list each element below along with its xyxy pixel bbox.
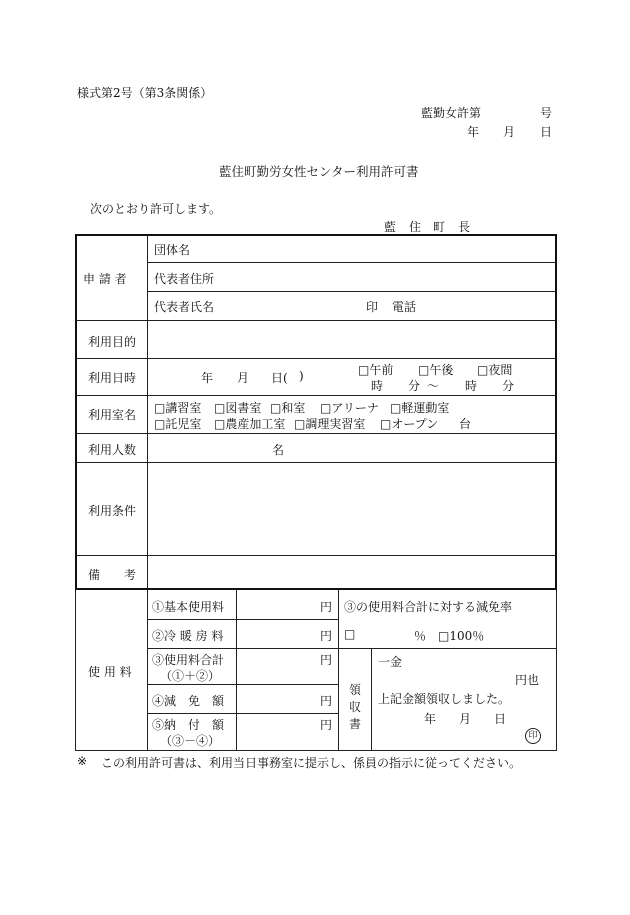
permit-date-day: 日 xyxy=(540,125,553,139)
people-unit: 名 xyxy=(272,443,285,457)
divider xyxy=(76,462,556,463)
reduction-option-custom: □ xyxy=(344,627,356,641)
reduction-option-full: □100％ xyxy=(438,629,485,643)
divider xyxy=(76,358,556,359)
room-option: □軽運動室 xyxy=(390,401,450,415)
fee-aircon-label: ②冷 暖 房 料 xyxy=(152,629,224,643)
receipt-date-month: 月 xyxy=(459,712,472,726)
rooms-label: 利用室名 xyxy=(88,408,137,422)
issuer-char-2: 住 xyxy=(409,220,422,234)
fees-right-border xyxy=(556,590,557,750)
applicant-label: 申 請 者 xyxy=(83,272,127,286)
intro-text: 次のとおり許可します。 xyxy=(90,202,222,216)
issuer-char-1: 藍 xyxy=(384,220,397,234)
fee-payable-label: ⑤納 付 額 xyxy=(152,718,225,732)
divider xyxy=(148,713,338,714)
fees-label: 使 用 料 xyxy=(88,665,132,679)
divider xyxy=(76,555,556,556)
room-option: □調理実習室 xyxy=(294,417,366,431)
divider xyxy=(148,262,556,263)
receipt-amount-prefix: 一金 xyxy=(378,655,403,669)
room-option: □オープン xyxy=(380,417,439,431)
group-name-label: 団体名 xyxy=(154,243,191,257)
receipt-stamp-icon: 印 xyxy=(525,728,541,744)
room-option: □和室 xyxy=(270,401,306,415)
fee-total-formula: （①＋②） xyxy=(160,669,221,683)
reduction-rate-title: ③の使用料合計に対する減免率 xyxy=(344,600,513,614)
issuer-char-3: 町 xyxy=(433,220,446,234)
room-option: □図書室 xyxy=(214,401,262,415)
remarks-label: 備 考 xyxy=(88,568,137,582)
receipt-label-char: 収 xyxy=(349,700,362,714)
divider xyxy=(148,291,556,292)
divider xyxy=(148,619,338,620)
datetime-day: 日( xyxy=(271,371,288,385)
divider xyxy=(147,590,148,750)
divider xyxy=(76,395,556,396)
time-start-minute: 分 xyxy=(408,379,421,393)
time-start-hour: 時 xyxy=(371,379,384,393)
fee-total-label: ③使用料合計 xyxy=(152,653,225,667)
conditions-label: 利用条件 xyxy=(88,504,137,518)
period-night: □夜間 xyxy=(477,363,513,377)
receipt-statement: 上記金額領収しました。 xyxy=(378,692,511,706)
form-number: 様式第2号（第3条関係） xyxy=(77,86,213,100)
divider xyxy=(371,648,372,750)
fees-bottom-border xyxy=(75,750,557,751)
fee-payable-unit: 円 xyxy=(320,718,333,732)
permit-date-year: 年 xyxy=(467,125,480,139)
divider xyxy=(338,590,339,750)
datetime-month: 月 xyxy=(237,371,250,385)
fee-basic-unit: 円 xyxy=(320,600,333,614)
receipt-label-char: 書 xyxy=(349,717,362,731)
page-title: 藍住町勤労女性センター利用許可書 xyxy=(219,164,419,179)
room-option: □講習室 xyxy=(154,401,202,415)
time-end-hour: 時 xyxy=(465,379,478,393)
room-option: □農産加工室 xyxy=(214,417,286,431)
receipt-label-char: 領 xyxy=(349,683,362,697)
issuer-char-4: 長 xyxy=(458,220,471,234)
fee-aircon-unit: 円 xyxy=(320,629,333,643)
fee-total-unit: 円 xyxy=(320,653,333,667)
phone-label: 電話 xyxy=(392,300,417,314)
permit-number-suffix: 号 xyxy=(540,106,553,120)
purpose-label: 利用目的 xyxy=(88,335,137,349)
rep-address-label: 代表者住所 xyxy=(154,272,215,286)
label-column-divider xyxy=(147,235,148,589)
fee-payable-formula: （③－④） xyxy=(160,734,221,748)
fee-reduction-label: ④減 免 額 xyxy=(152,694,225,708)
reduction-percent-unit: ％ xyxy=(414,629,427,643)
time-range-tilde: ～ xyxy=(427,379,440,393)
fee-basic-label: ①基本使用料 xyxy=(152,600,225,614)
room-option: □託児室 xyxy=(154,417,202,431)
divider xyxy=(236,590,237,750)
people-label: 利用人数 xyxy=(88,443,137,457)
period-am: □午前 xyxy=(358,363,394,377)
permit-number-prefix: 藍勤女許第 xyxy=(421,106,482,120)
receipt-date-day: 日 xyxy=(494,712,507,726)
divider xyxy=(148,684,338,685)
divider xyxy=(76,320,556,321)
seal-label: 印 xyxy=(366,300,379,314)
receipt-amount-suffix: 円也 xyxy=(515,673,540,687)
permit-date-month: 月 xyxy=(503,125,516,139)
datetime-label: 利用日時 xyxy=(88,371,137,385)
footnote-text: この利用許可書は、利用当日事務室に提示し、係員の指示に従ってください。 xyxy=(101,756,522,770)
room-option: □アリーナ xyxy=(320,401,379,415)
fees-left-border xyxy=(75,590,76,750)
time-end-minute: 分 xyxy=(502,379,515,393)
receipt-date-year: 年 xyxy=(424,712,437,726)
divider xyxy=(76,433,556,434)
room-count-unit: 台 xyxy=(459,417,472,431)
footnote-mark: ※ xyxy=(77,754,88,768)
datetime-day-close: ) xyxy=(299,369,304,383)
fee-reduction-unit: 円 xyxy=(320,694,333,708)
period-pm: □午後 xyxy=(418,363,454,377)
rep-name-label: 代表者氏名 xyxy=(154,300,215,314)
datetime-year: 年 xyxy=(201,371,214,385)
divider xyxy=(148,648,556,649)
